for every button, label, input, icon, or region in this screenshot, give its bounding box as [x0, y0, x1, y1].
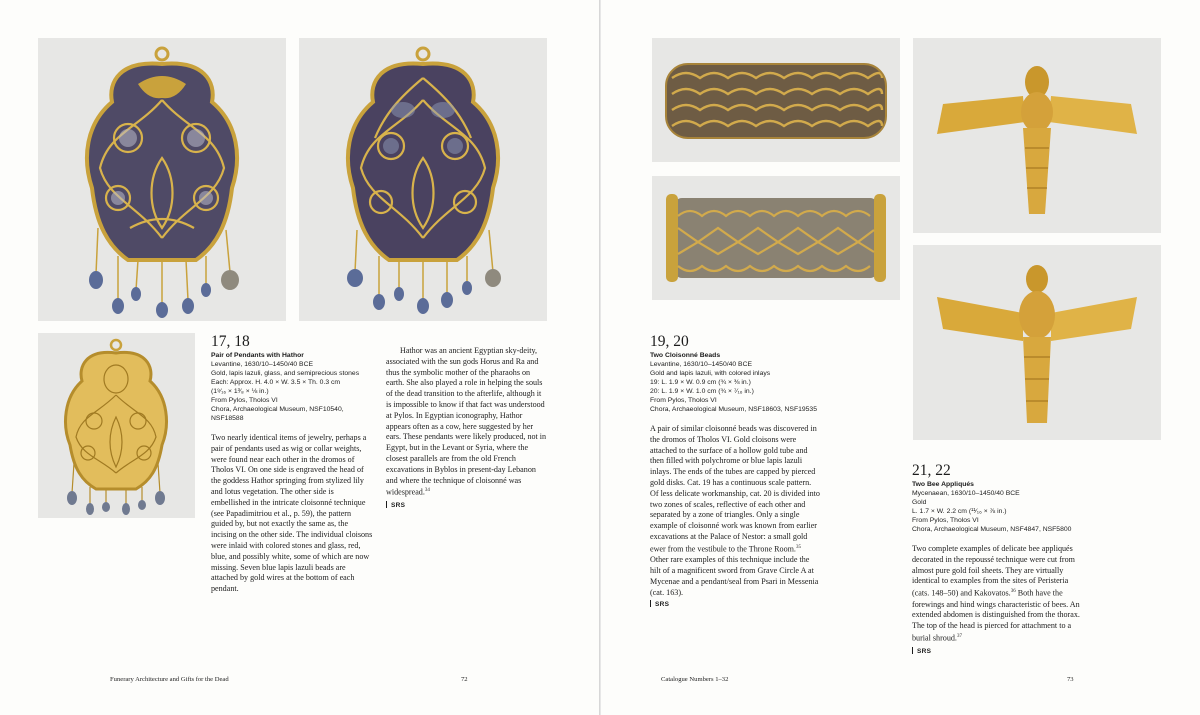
entry-title: Two Bee Appliqués [912, 481, 974, 488]
catalogue-number: 17, 18 [211, 333, 250, 350]
entry-body-text-a: Two complete examples of delicate bee appliqués decorated in the repoussé technique were cut from almost pure gold foil sheets. They are virtually identical to examples from the sites of Peristeria (cats. 148–50) and Kakovatos. [912, 544, 1075, 598]
footnote-ref: 34 [424, 488, 430, 494]
author-signature [650, 600, 820, 608]
catalogue-number: 19, 20 [650, 333, 689, 350]
pendant-image [38, 38, 286, 321]
pendant-photo-back [299, 38, 547, 321]
page-number: 72 [461, 676, 468, 683]
bead-photo-20 [652, 176, 900, 300]
gold-bee-image [913, 38, 1161, 233]
footnote-ref: 36 [1010, 589, 1016, 595]
entry-meta-findspot: From Pylos, Tholos VI [912, 517, 979, 524]
author-signature [386, 501, 548, 509]
bee-photo-21 [913, 38, 1161, 233]
entry-meta-dimensions: Each: Approx. H. 4.0 × W. 3.5 × Th. 0.3 cm [211, 379, 341, 386]
catalogue-entry-19-20 [650, 333, 820, 608]
entry-body-text-a: A pair of similar cloisonné beads was discovered in the dromos of Tholos VI. Gold cloisons were attached to the surface of a hollow gold tube and then filled with polychrome or blue lapis lazuli inlays. The ends of the tubes are capped by pierced gold disks. Cat. 19 has a continuous scale pattern. Of less delicate workmanship, cat. 20 is divided into two zones of scales, reflective of each other and separated by a zone of triangles. Only a single example of cloisonné work was known from earlier excavations at the Palace of Nestor: a small gold ewer from the vestibule to the Throne Room. [650, 424, 820, 554]
catalogue-number: 21, 22 [912, 462, 951, 479]
pendant-image [299, 38, 547, 321]
entry-meta-dimensions-20: 20: L. 1.9 × W. 1.0 cm (¾ × ⁷⁄₁₆ in.) [650, 388, 754, 395]
pendant-image [38, 333, 195, 518]
entry-meta-date: Levantine, 1630/10–1450/40 BCE [211, 361, 314, 368]
entry-meta-museum: Chora, Archaeological Museum, NSF10540, [211, 406, 344, 413]
footnote-ref: 37 [956, 634, 962, 640]
entry-meta-dimensions: L. 1.7 × W. 2.2 cm (¹¹⁄₁₆ × ⅞ in.) [912, 508, 1007, 515]
bee-photo-22 [913, 245, 1161, 440]
entry-meta-material: Gold and lapis lazuli, with colored inlays [650, 370, 771, 377]
catalogue-entry-17-18-col2 [386, 346, 548, 509]
entry-title: Two Cloisonné Beads [650, 352, 721, 359]
author-initials: SRS [917, 647, 932, 655]
entry-meta-museum-cont: NSF18588 [211, 415, 244, 422]
author-initials: SRS [391, 501, 406, 509]
gold-bee-image [913, 245, 1161, 440]
running-head: Catalogue Numbers 1–32 [661, 676, 729, 683]
entry-meta-dimensions-19: 19: L. 1.9 × W. 0.9 cm (¾ × ⅜ in.) [650, 379, 751, 386]
entry-body-text-b: Other rare examples of this technique include the hilt of a magnificent sword from Grave Circle A at Mycenae and a pendant/seal from Psari in Messenia (cat. 163). [650, 555, 819, 597]
entry-title: Pair of Pendants with Hathor [211, 352, 304, 359]
entry-body-text: Two nearly identical items of jewelry, perhaps a pair of pendants used as wig or collar weights, were found near each other in the dromos of Tholos VI. On one side is engraved the head of the goddess Hathor springing from stylized lily and lotus vegetation. The other side is embellished in the intricate cloisonné technique (see Papadimitriou et al., p. 59), the pattern guided by, but not exactly the same as, the incising on the other side. The individual cloisons were inlaid with colored stones and glass, red, blue, and possibly white, some of which are now missing. Seven blue lapis lazuli beads are attached by gold wires at the bottom of each pendant. [211, 433, 373, 594]
catalogue-entry-21-22 [912, 462, 1084, 655]
footnote-ref: 35 [795, 544, 801, 550]
pendant-photo-front [38, 38, 286, 321]
page-number: 73 [1067, 676, 1074, 683]
catalogue-entry-17-18 [211, 333, 373, 595]
entry-body-text-span: Hathor was an ancient Egyptian sky-deity, associated with the sun gods Horus and Ra and thus the symbolic mother of the pharaohs on earth. She also played a role in helping the souls of the dead transition to the afterlife, although it is impossible to know if that fact was understood at Pylos. In Egyptian iconography, Hathor appears often as a cow, here suggested by her ears. These pendants were likely produced, not in Egypt, but in the Levant or Syria, where the closest parallels are from the old French excavations in Byblos in present-day Lebanon and where the technique of cloisonné was widespread. [386, 346, 547, 498]
entry-meta-museum: Chora, Archaeological Museum, NSF18603, NSF19535 [650, 406, 817, 413]
bead-photo-19 [652, 38, 900, 162]
entry-meta-findspot: From Pylos, Tholos VI [211, 397, 278, 404]
cloisonne-bead-image [652, 176, 900, 300]
entry-meta-dimensions-in: (1⁹⁄₁₆ × 1³⁄₈ × ⅛ in.) [211, 388, 269, 395]
entry-meta-material: Gold [912, 499, 927, 506]
pendant-photo-engraved [38, 333, 195, 518]
running-head: Funerary Architecture and Gifts for the Dead [110, 676, 229, 683]
right-page [601, 0, 1200, 715]
left-page [0, 0, 599, 715]
entry-meta-findspot: From Pylos, Tholos VI [650, 397, 717, 404]
entry-body-text [386, 346, 548, 499]
entry-meta-date: Levantine, 1630/10–1450/40 BCE [650, 361, 753, 368]
entry-body-text [650, 424, 820, 598]
entry-body-text-b: Both have the forewings and hind wings characteristic of bees. An extended abdomen is distinguished from the thorax. The top of the head is pierced for attachment to a burial shroud. [912, 588, 1080, 643]
cloisonne-bead-image [652, 38, 900, 162]
author-signature [912, 647, 1084, 655]
entry-meta-date: Mycenaean, 1630/10–1450/40 BCE [912, 490, 1020, 497]
entry-body-text [912, 544, 1084, 645]
entry-meta-museum: Chora, Archaeological Museum, NSF4847, NSF5800 [912, 526, 1072, 533]
entry-meta-material: Gold, lapis lazuli, glass, and semiprecious stones [211, 370, 360, 377]
author-initials: SRS [655, 601, 670, 609]
